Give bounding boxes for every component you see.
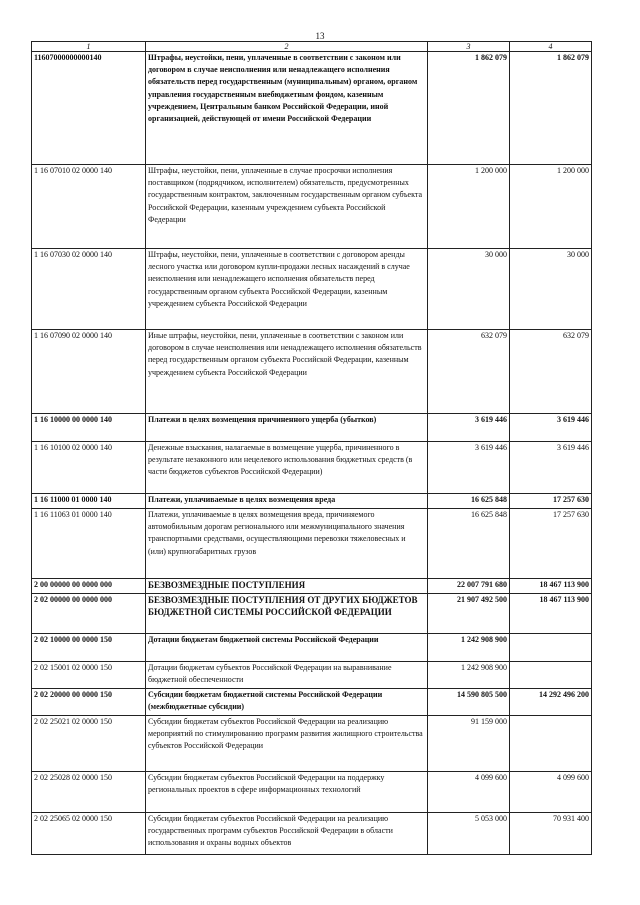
revenue-name-cell: Дотации бюджетам бюджетной системы Российской Федерации [146, 634, 428, 662]
budget-code-cell: 1 16 10100 02 0000 140 [32, 442, 146, 494]
column-number-1: 1 [32, 42, 146, 52]
page-number: 13 [315, 31, 325, 41]
amount-col4-cell [510, 634, 592, 662]
amount-col3-cell: 1 200 000 [428, 165, 510, 249]
column-number-3: 3 [428, 42, 510, 52]
budget-code-cell: 2 02 25028 02 0000 150 [32, 772, 146, 813]
amount-col3-cell: 3 619 446 [428, 442, 510, 494]
amount-col3-cell: 16 625 848 [428, 494, 510, 509]
budget-code-cell: 1 16 11000 01 0000 140 [32, 494, 146, 509]
table-row [32, 594, 592, 634]
amount-col4-cell: 4 099 600 [510, 772, 592, 813]
budget-code-cell: 2 00 00000 00 0000 000 [32, 579, 146, 594]
table-row [32, 716, 592, 772]
amount-col3-cell: 5 053 000 [428, 813, 510, 855]
amount-col3-cell: 3 619 446 [428, 414, 510, 442]
budget-code-cell: 1 16 07090 02 0000 140 [32, 330, 146, 414]
table-row [32, 662, 592, 689]
amount-col4-cell [510, 662, 592, 689]
amount-col4-cell: 18 467 113 900 [510, 594, 592, 634]
amount-col3-cell: 632 079 [428, 330, 510, 414]
budget-code-cell: 2 02 15001 02 0000 150 [32, 662, 146, 689]
revenue-name-cell: БЕЗВОЗМЕЗДНЫЕ ПОСТУПЛЕНИЯ ОТ ДРУГИХ БЮДЖЕТОВ БЮДЖЕТНОЙ СИСТЕМЫ РОССИЙСКОЙ ФЕДЕРАЦИИ [146, 594, 428, 634]
amount-col4-cell: 3 619 446 [510, 414, 592, 442]
amount-col3-cell: 1 242 908 900 [428, 662, 510, 689]
amount-col4-cell: 18 467 113 900 [510, 579, 592, 594]
revenue-name-cell: БЕЗВОЗМЕЗДНЫЕ ПОСТУПЛЕНИЯ [146, 579, 428, 594]
table-row [32, 249, 592, 330]
table-row [32, 52, 592, 165]
amount-col3-cell: 30 000 [428, 249, 510, 330]
amount-col4-cell: 17 257 630 [510, 509, 592, 579]
table-row [32, 442, 592, 494]
column-number-2: 2 [146, 42, 428, 52]
amount-col3-cell: 21 907 492 500 [428, 594, 510, 634]
revenue-name-cell: Штрафы, неустойки, пени, уплаченные в соответствии с договором аренды лесного участка или договором купли-продажи лесных насаждений в случае неисполнения или ненадлежащего исполнения обязательств перед государственным органом субъекта Российской Федерации, казенным учреждением субъекта Российской Федерации [146, 249, 428, 330]
table-row [32, 414, 592, 442]
revenue-name-cell: Иные штрафы, неустойки, пени, уплаченные в соответствии с законом или договором в случае неисполнения или ненадлежащего исполнения обязательств перед государственным органом субъекта Российской Федерации, казенным учреждением субъекта Российской Федерации [146, 330, 428, 414]
budget-code-cell: 2 02 20000 00 0000 150 [32, 689, 146, 716]
amount-col3-cell: 22 007 791 680 [428, 579, 510, 594]
amount-col3-cell: 91 159 000 [428, 716, 510, 772]
amount-col3-cell: 1 862 079 [428, 52, 510, 165]
budget-code-cell: 2 02 00000 00 0000 000 [32, 594, 146, 634]
table-row [32, 689, 592, 716]
revenue-name-cell: Штрафы, неустойки, пени, уплаченные в соответствии с законом или договором в случае неисполнения или ненадлежащего исполнения обязательств перед государственным (муниципальным) органом, органом управления государственным внебюджетным фондом, казенным учреждением, Центральным банком Российской Федерации, иной организацией, действующей от имени Российской Федерации [146, 52, 428, 165]
table-row [32, 494, 592, 509]
table-row [32, 634, 592, 662]
table-row [32, 813, 592, 855]
amount-col3-cell: 1 242 908 900 [428, 634, 510, 662]
budget-code-cell: 1 16 11063 01 0000 140 [32, 509, 146, 579]
budget-code-cell: 1 16 10000 00 0000 140 [32, 414, 146, 442]
amount-col4-cell: 3 619 446 [510, 442, 592, 494]
column-number-4: 4 [510, 42, 592, 52]
column-number-row [32, 42, 592, 52]
amount-col4-cell: 70 931 400 [510, 813, 592, 855]
revenue-name-cell: Платежи в целях возмещения причиненного ущерба (убытков) [146, 414, 428, 442]
amount-col4-cell: 632 079 [510, 330, 592, 414]
revenue-name-cell: Платежи, уплачиваемые в целях возмещения вреда [146, 494, 428, 509]
amount-col4-cell: 1 200 000 [510, 165, 592, 249]
budget-code-cell: 2 02 10000 00 0000 150 [32, 634, 146, 662]
table-row [32, 165, 592, 249]
table-row [32, 509, 592, 579]
budget-code-cell: 11607000000000140 [32, 52, 146, 165]
budget-code-cell: 2 02 25065 02 0000 150 [32, 813, 146, 855]
table-row [32, 579, 592, 594]
budget-revenue-table [31, 41, 592, 855]
amount-col3-cell: 4 099 600 [428, 772, 510, 813]
amount-col3-cell: 16 625 848 [428, 509, 510, 579]
revenue-name-cell: Субсидии бюджетам субъектов Российской Федерации на реализацию мероприятий по стимулированию программ развития жилищного строительства субъектов Российской Федерации [146, 716, 428, 772]
amount-col3-cell: 14 590 805 500 [428, 689, 510, 716]
revenue-name-cell: Штрафы, неустойки, пени, уплаченные в случае просрочки исполнения поставщиком (подрядчиком, исполнителем) обязательств, предусмотренных государственным контрактом, заключенным государственным органом субъекта Российской Федерации, казенным учреждением субъекта Российской Федерации [146, 165, 428, 249]
revenue-name-cell: Субсидии бюджетам бюджетной системы Российской Федерации (межбюджетные субсидии) [146, 689, 428, 716]
revenue-name-cell: Денежные взыскания, налагаемые в возмещение ущерба, причиненного в результате незаконного или нецелевого использования бюджетных средств (в части бюджетов субъектов Российской Федерации) [146, 442, 428, 494]
budget-code-cell: 1 16 07030 02 0000 140 [32, 249, 146, 330]
amount-col4-cell: 1 862 079 [510, 52, 592, 165]
amount-col4-cell: 17 257 630 [510, 494, 592, 509]
amount-col4-cell: 30 000 [510, 249, 592, 330]
revenue-name-cell: Платежи, уплачиваемые в целях возмещения вреда, причиняемого автомобильным дорогам регионального или межмуниципального значения транспортными средствами, осуществляющими перевозки тяжеловесных и (или) крупногабаритных грузов [146, 509, 428, 579]
amount-col4-cell: 14 292 496 200 [510, 689, 592, 716]
revenue-name-cell: Дотации бюджетам субъектов Российской Федерации на выравнивание бюджетной обеспеченности [146, 662, 428, 689]
budget-code-cell: 1 16 07010 02 0000 140 [32, 165, 146, 249]
budget-code-cell: 2 02 25021 02 0000 150 [32, 716, 146, 772]
revenue-name-cell: Субсидии бюджетам субъектов Российской Федерации на реализацию государственных программ субъектов Российской Федерации в области использования и охраны водных объектов [146, 813, 428, 855]
amount-col4-cell [510, 716, 592, 772]
table-row [32, 772, 592, 813]
revenue-name-cell: Субсидии бюджетам субъектов Российской Федерации на поддержку региональных проектов в сфере информационных технологий [146, 772, 428, 813]
table-row [32, 330, 592, 414]
